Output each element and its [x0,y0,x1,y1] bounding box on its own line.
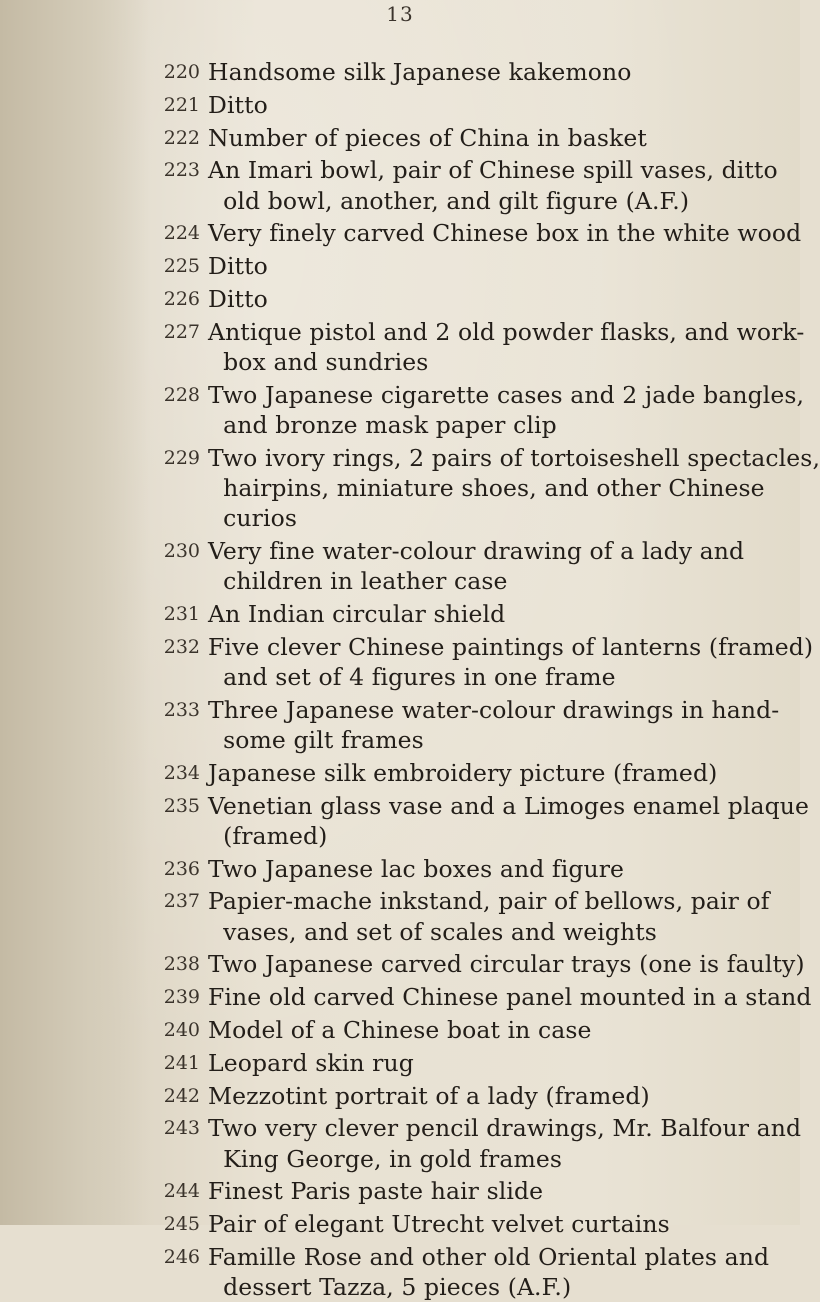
lot-description-line: Ditto [208,252,268,281]
lot-description-line: Famille Rose and other old Oriental plates and [208,1243,770,1271]
lot-number: 235 [163,794,200,817]
lot-number: 220 [163,61,200,83]
lot-description-line: Japanese silk embroidery picture (framed) [208,758,718,787]
lot-number: 231 [163,603,200,625]
lot-description-line: Number of pieces of China in basket [208,123,647,152]
lot-number: 233 [163,698,200,721]
lot-description-line: hairpins, miniature shoes, and other Chinese [208,473,765,502]
page-margin [0,0,150,1225]
lot-number: 243 [163,1117,200,1140]
lot-description-line: Pair of elegant Utrecht velvet curtains [208,1210,670,1239]
lot-number: 244 [163,1180,200,1203]
lot-description-line: box and sundries [208,347,429,376]
lot-description-line: vases, and set of scales and weights [208,917,657,946]
lot-description-line: Very finely carved Chinese box in the white wood [208,219,802,248]
lot-number: 234 [163,761,200,784]
lot-number: 238 [163,953,200,976]
lot-description-line: Two Japanese carved circular trays (one is faulty) [208,950,805,979]
lot-number: 242 [163,1084,200,1107]
lot-number: 237 [163,890,200,913]
lot-number: 223 [163,159,200,182]
lot-description-line: Model of a Chinese boat in case [208,1016,592,1044]
lot-number: 230 [163,540,200,562]
lot-description-line: Two Japanese cigarette cases and 2 jade bangles, [208,380,805,409]
lot-description-line: An Indian circular shield [208,600,506,628]
lot-description-line: some gilt frames [208,725,424,754]
lot-number: 239 [163,986,200,1009]
lot-number: 222 [163,126,200,149]
lot-number: 227 [163,320,200,343]
lot-description-line: King George, in gold frames [208,1144,563,1173]
lot-description-line: children in leather case [208,567,508,596]
lot-number: 226 [163,288,200,310]
lot-description-line: Leopard skin rug [208,1048,414,1077]
lot-number: 225 [163,255,200,278]
lot-description-line: Handsome silk Japanese kakemono [208,58,632,86]
lot-description-line: old bowl, another, and gilt figure (A.F.) [208,186,690,215]
lot-description-line: Ditto [208,90,268,119]
lot-description-line: Venetian glass vase and a Limoges enamel plaque [208,791,809,820]
lot-description-line: Very fine water-colour drawing of a lady and [208,537,745,565]
lot-number: 232 [163,635,200,658]
lot-description-line: Fine old carved Chinese panel mounted in a stand [208,983,812,1012]
lot-number: 246 [163,1246,200,1268]
lot-number: 240 [163,1019,200,1041]
lot-number: 241 [163,1051,200,1074]
lot-description-line: dessert Tazza, 5 pieces (A.F.) [208,1273,572,1302]
lot-description-line: Mezzotint portrait of a lady (framed) [208,1081,650,1110]
lot-description-line: and bronze mask paper clip [208,410,557,439]
lot-description-line: curios [208,504,297,533]
lot-description-line: (framed) [208,821,328,850]
lot-description-line: Five clever Chinese paintings of lanterns (framed) [208,632,814,661]
lot-number: 228 [163,383,200,406]
lot-number: 236 [163,857,200,880]
lot-description-line: Three Japanese water-colour drawings in hand- [208,695,780,724]
lot-description-line: and set of 4 figures in one frame [208,662,616,691]
lot-description-line: Ditto [208,285,268,313]
lot-number: 245 [163,1213,200,1236]
lot-number: 229 [163,446,200,469]
lot-description-line: Antique pistol and 2 old powder flasks, and work- [208,317,805,346]
lot-description-line: Finest Paris paste hair slide [208,1177,544,1206]
lot-number: 221 [163,93,200,116]
page-number: 13 [386,2,414,26]
lot-number: 224 [163,222,200,245]
lot-description-line: Two very clever pencil drawings, Mr. Balfour and [208,1114,802,1143]
lot-description-line: Papier-mache inkstand, pair of bellows, pair of [208,887,770,916]
lot-description-line: Two Japanese lac boxes and figure [208,854,625,883]
lot-description-line: An Imari bowl, pair of Chinese spill vases, ditto [208,156,778,185]
lot-description-line: Two ivory rings, 2 pairs of tortoiseshell spectacles, [208,443,820,472]
